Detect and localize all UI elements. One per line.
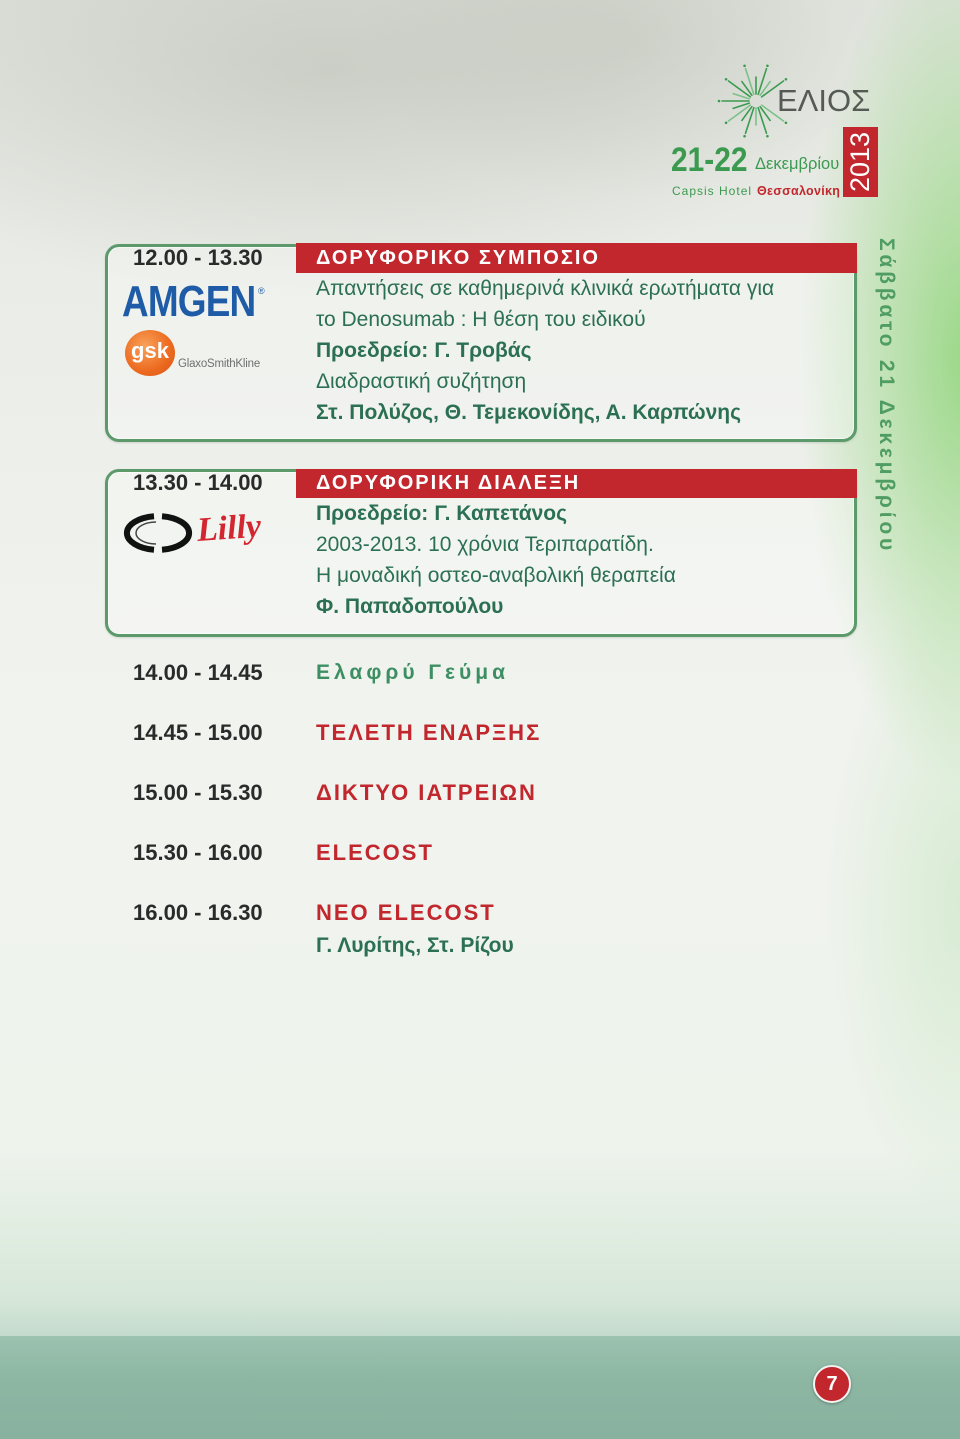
gsk-logo-text: gsk	[131, 338, 169, 363]
schedule-time: 14.00 - 14.45	[133, 660, 263, 685]
event-venue: Capsis Hotel	[672, 184, 753, 198]
event-dates: 21-22	[671, 141, 748, 179]
schedule-title: ΔΙΚΤΥΟ ΙΑΤΡΕΙΩΝ	[316, 780, 537, 805]
registered-mark: ®	[258, 286, 265, 296]
gsk-company-name: GlaxoSmithKline	[178, 358, 261, 370]
topic-line: το Denosumab : Η θέση του ειδικού	[316, 308, 646, 331]
session-time: 12.00 - 13.30	[133, 245, 263, 270]
chair-name: Γ. Τροβάς	[434, 339, 532, 362]
topic-line: Η μοναδική οστεο-αναβολική θεραπεία	[316, 564, 676, 587]
event-city: Θεσσαλονίκη	[757, 184, 841, 198]
amgen-logo: AMGEN	[122, 277, 256, 326]
schedule-time: 16.00 - 16.30	[133, 900, 263, 925]
session-details	[316, 498, 676, 622]
schedule-speakers: Γ. Λυρίτης, Στ. Ρίζου	[316, 934, 514, 957]
event-year: 2013	[845, 131, 875, 193]
schedule-title: ΝΕΟ ELECOST	[316, 900, 496, 925]
lilly-emblem-icon	[120, 508, 196, 558]
schedule-time: 15.00 - 15.30	[133, 780, 263, 805]
schedule-title: ΤΕΛΕΤΗ ΕΝΑΡΞΗΣ	[316, 720, 542, 745]
logo-name: ΕΛΙΟΣ	[777, 83, 871, 118]
schedule-time: 15.30 - 16.00	[133, 840, 263, 865]
topic-line: 2003-2013. 10 χρόνια Τεριπαρατίδη.	[316, 533, 654, 556]
schedule-time: 14.45 - 15.00	[133, 720, 263, 745]
schedule-title: ELECOST	[316, 840, 434, 865]
session-title: ΔΟΡΥΦΟΡΙΚΟ ΣΥΜΠΟΣΙΟ	[316, 247, 600, 269]
session-title: ΔΟΡΥΦΟΡΙΚΗ ΔΙΑΛΕΞΗ	[316, 472, 581, 494]
gsk-logo	[125, 330, 175, 376]
chair-row	[316, 498, 676, 529]
schedule-title: Ελαφρύ Γεύμα	[316, 661, 509, 684]
chair-label: Προεδρείο:	[316, 339, 429, 362]
event-year-badge	[843, 127, 878, 197]
session-title-bar	[296, 469, 857, 498]
panel-speakers: Στ. Πολύζος, Θ. Τεμεκονίδης, Α. Καρπώνης	[316, 401, 742, 424]
session-time: 13.30 - 14.00	[133, 470, 263, 495]
page-number: 7	[813, 1365, 851, 1403]
event-month: Δεκεμβρίου	[755, 155, 840, 173]
topic-line: Απαντήσεις σε καθημερινά κλινικά ερωτήματα για	[316, 277, 775, 300]
chair-label: Προεδρείο:	[316, 502, 429, 525]
discussion-line: Διαδραστική συζήτηση	[316, 370, 527, 393]
session-title-bar	[296, 243, 857, 273]
day-label: Σάββατο 21 Δεκεμβρίου	[875, 238, 898, 554]
chair-name: Γ. Καπετάνος	[434, 502, 568, 525]
speaker-name: Φ. Παπαδοπούλου	[316, 595, 504, 618]
chair-row	[316, 335, 774, 366]
session-details	[316, 273, 774, 428]
lilly-logo: Lilly	[195, 507, 263, 549]
